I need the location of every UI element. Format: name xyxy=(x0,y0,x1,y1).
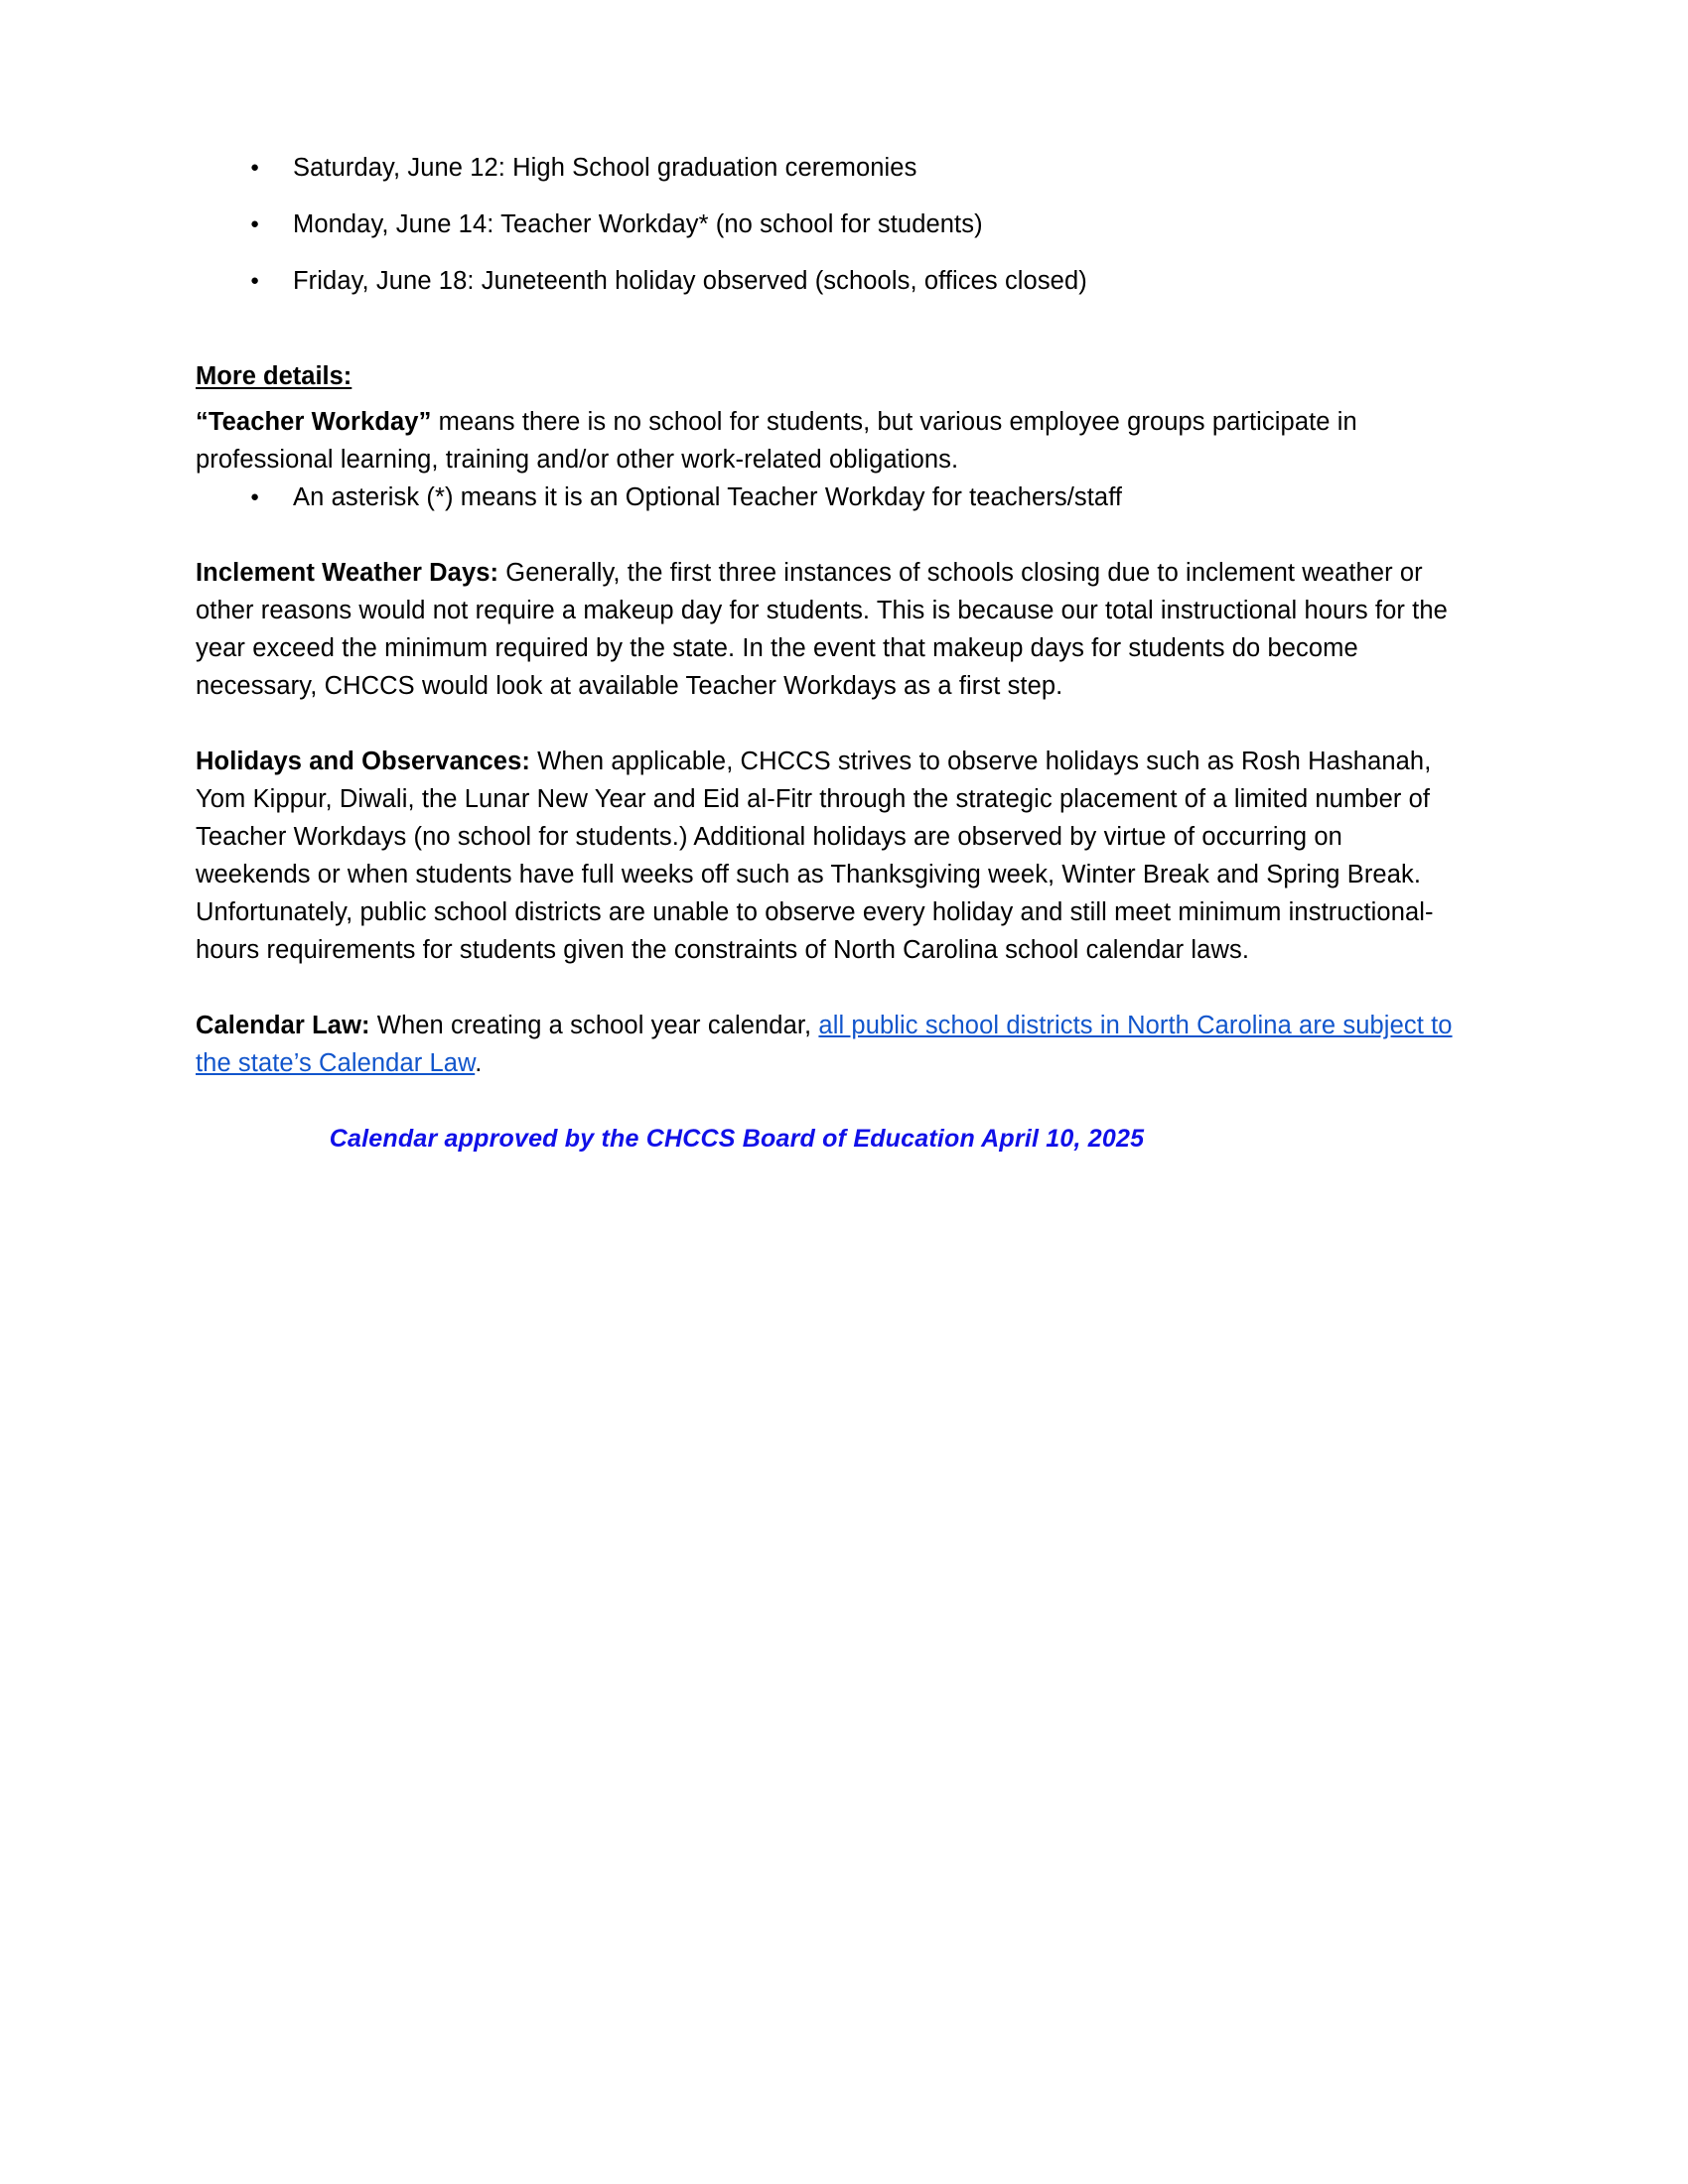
teacher-workday-body: means there is no school for students, but various employee groups participate in professional learning, training and/or other work-related obligations. xyxy=(196,408,1357,474)
list-item xyxy=(196,262,1459,300)
spacer xyxy=(196,395,1459,403)
spacer xyxy=(196,300,1459,357)
calendar-law-lead: Calendar Law: xyxy=(196,1012,370,1039)
list-item-text: Monday, June 14: Teacher Workday* (no school for students) xyxy=(293,210,983,238)
asterisk-note-list xyxy=(196,478,1459,516)
spacer xyxy=(196,705,1459,743)
calendar-law-body-after-link: . xyxy=(475,1049,483,1077)
holidays-observances-lead: Holidays and Observances: xyxy=(196,748,530,775)
list-item-text: An asterisk (*) means it is an Optional Teacher Workday for teachers/staff xyxy=(293,483,1123,511)
list-item xyxy=(196,205,1459,243)
spacer xyxy=(196,516,1459,554)
spacer xyxy=(196,1082,1459,1120)
list-item-text: Saturday, June 12: High School graduation ceremonies xyxy=(293,154,917,182)
calendar-law-link[interactable]: all public school districts in North Carolina are subject to the state’s Calendar Law xyxy=(196,1012,1453,1077)
holidays-observances-paragraph xyxy=(196,743,1459,969)
inclement-weather-body: Generally, the first three instances of schools closing due to inclement weather or other reasons would not require a makeup day for students. This is because our total instructional hours for the year exceed the minimum required by the state. In the event that makeup days for students do become necessary, CHCCS would look at available Teacher Workdays as a first step. xyxy=(196,559,1448,700)
approval-note-wrapper xyxy=(196,1120,1278,1158)
holidays-observances-body: When applicable, CHCCS strives to observe holidays such as Rosh Hashanah, Yom Kippur, Diwali, the Lunar New Year and Eid al-Fitr through the strategic placement of a limited number of Teacher Workdays (no school for students.) Additional holidays are observed by virtue of occurring on weekends or when students have full weeks off such as Thanksgiving week, Winter Break and Spring Break. Unfortunately, public school districts are unable to observe every holiday and still meet minimum instructional-hours requirements for students given the constraints of North Carolina school calendar laws. xyxy=(196,748,1434,964)
teacher-workday-paragraph xyxy=(196,403,1459,478)
list-item xyxy=(196,478,1459,516)
spacer xyxy=(196,969,1459,1007)
inclement-weather-paragraph xyxy=(196,554,1459,705)
more-details-heading: More details: xyxy=(196,362,352,390)
inclement-weather-lead: Inclement Weather Days: xyxy=(196,559,499,587)
list-item-text: Friday, June 18: Juneteenth holiday observed (schools, offices closed) xyxy=(293,267,1087,295)
list-item xyxy=(196,149,1459,187)
calendar-law-body-before-link: When creating a school year calendar, xyxy=(369,1012,819,1039)
june-dates-list xyxy=(196,149,1459,300)
calendar-law-paragraph xyxy=(196,1007,1459,1082)
approval-note: Calendar approved by the CHCCS Board of Education April 10, 2025 xyxy=(329,1125,1145,1153)
more-details-heading-row xyxy=(196,357,1459,395)
document-content xyxy=(196,149,1459,1158)
teacher-workday-lead: “Teacher Workday” xyxy=(196,408,432,436)
